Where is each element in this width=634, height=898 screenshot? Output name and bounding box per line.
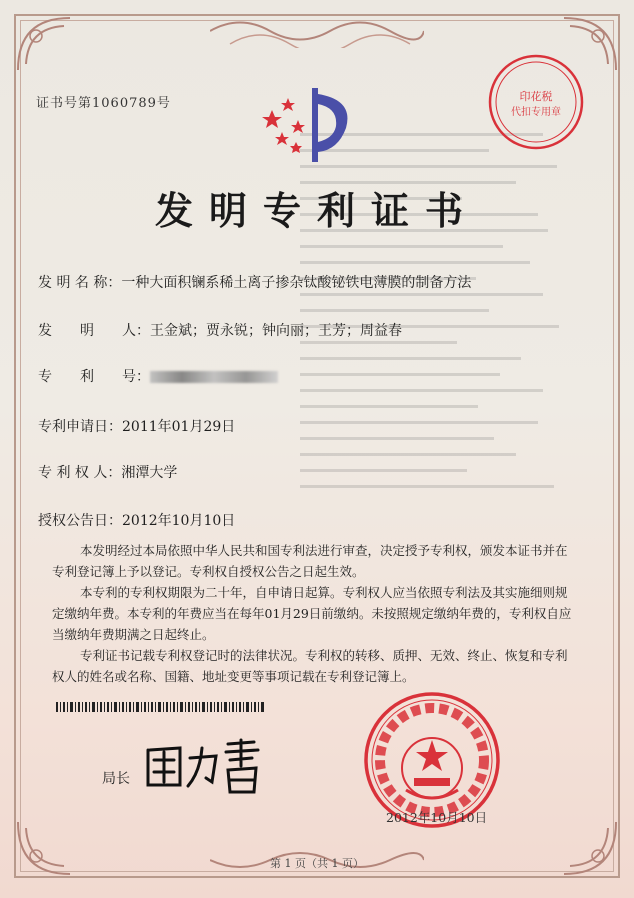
patent-number-row <box>38 366 278 386</box>
grant-date-value: 2012年10月10日 <box>122 513 236 529</box>
patentee-row <box>38 462 177 482</box>
body-paragraph-2: 本专利的专利权期限为二十年，自申请日起算。专利权人应当依照专利法及其实施细则规定缴纳年费。本专利的年费应当在每年01月29日前缴纳。未按照规定缴纳年费的，专利权自应当缴纳年费期满之日起终止。 <box>52 585 572 642</box>
svg-text:代扣专用章: 代扣专用章 <box>511 107 561 118</box>
tax-seal-stamp <box>486 52 586 152</box>
filing-date-value: 2011年01月29日 <box>122 419 236 435</box>
page-number: 第 1 页（共 1 页） <box>270 857 364 870</box>
top-ornament <box>210 14 424 48</box>
patent-office-logo <box>258 80 358 170</box>
grant-date-label: 授权公告日： <box>38 513 122 529</box>
barcode <box>56 702 264 712</box>
invention-name-row <box>38 272 471 292</box>
invention-name-label: 发 明 名 称： <box>38 275 122 291</box>
inventors-label: 发 明 人： <box>38 323 150 339</box>
body-paragraph-1: 本发明经过本局依照中华人民共和国专利法进行审查，决定授予专利权，颁发本证书并在专利登记簿上予以登记。专利权自授权公告之日起生效。 <box>52 543 568 579</box>
certificate-number: 证书号第1060789号 <box>36 96 171 111</box>
invention-name-value: 一种大面积镧系稀土离子掺杂钛酸铋铁电薄膜的制备方法 <box>121 275 472 291</box>
filing-date-row <box>38 416 235 436</box>
certificate-body <box>52 540 572 687</box>
patentee-label: 专 利 权 人： <box>38 465 122 481</box>
patent-number-redacted <box>150 371 278 383</box>
patent-number-label: 专 利 号： <box>38 369 150 385</box>
page-title: 发明专利证书 <box>154 188 479 233</box>
grant-date-row <box>38 510 235 530</box>
svg-text:印花税: 印花税 <box>519 90 553 103</box>
director-signature <box>138 730 268 800</box>
patentee-value: 湘潭大学 <box>121 465 178 481</box>
director-label: 局长 <box>102 771 130 787</box>
body-paragraph-3: 专利证书记载专利权登记时的法律状况。专利权的转移、质押、无效、终止、恢复和专利权人的姓名或名称、国籍、地址变更等事项记载在专利登记簿上。 <box>52 648 568 684</box>
seal-date: 2012年10月10日 <box>386 810 488 825</box>
filing-date-label: 专利申请日： <box>38 419 122 435</box>
inventors-value: 王金斌；贾永锐；钟向丽；王芳；周益春 <box>150 323 402 339</box>
corner-ornament-top-left <box>14 14 74 74</box>
inventors-row <box>38 320 402 340</box>
